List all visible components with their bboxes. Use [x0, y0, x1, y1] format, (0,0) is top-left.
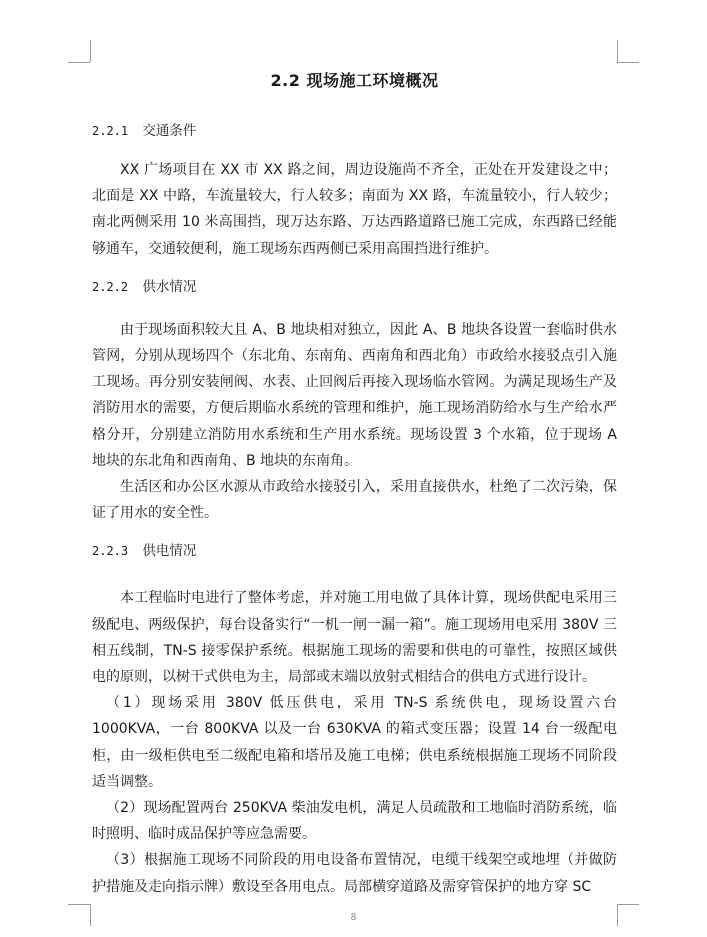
crop-mark [617, 904, 639, 905]
crop-mark [68, 904, 90, 905]
crop-mark [617, 62, 639, 63]
page-number: 8 [350, 913, 357, 923]
crop-mark [90, 40, 91, 62]
section-heading-water-supply [92, 277, 617, 297]
list-item: （1）现场采用 380V 低压供电，采用 TN-S 系统供电，现场设置六台 1000KVA，一台 800KVA 以及一台 630KVA 的箱式变压器；设置 14 台一级配电柜，由一级柜供电至二级配电箱和塔吊及施工电梯；供电系统根据施工现场不同阶段适当调整。 [92, 695, 617, 790]
paragraph: 本工程临时电进行了整体考虑，并对施工用电做了具体计算，现场供配电采用三级配电、两级保护，每台设备实行“一机一闸一漏一箱”。施工现场用电采用 380V 三相五线制，TN-S 接零保护系统。根据施工现场的需要和供电的可靠性，按照区域供电的原则，以树干式供电为主，局部或末端以放射式相结合的供电方式进行设计。 [92, 590, 617, 686]
list-item: （3）根据施工现场不同阶段的用电设备布置情况，电缆干线架空或地埋（并做防护措施及走向指示牌）敷设至各用电点。局部横穿道路及需穿管保护的地方穿 SC [92, 852, 617, 895]
paragraph: 生活区和办公区水源从市政给水接驳引入，采用直接供水，杜绝了二次污染，保证了用水的安全性。 [92, 479, 617, 522]
section-heading-traffic [92, 121, 617, 141]
crop-mark [68, 62, 90, 63]
page-title: 2.2 现场施工环境概况 [270, 71, 439, 90]
section-number: 2.2.2 [92, 279, 129, 294]
section-heading-text: 供水情况 [142, 278, 197, 295]
section-number: 2.2.3 [92, 544, 129, 559]
section-number: 2.2.1 [92, 124, 129, 138]
list-item: （2）现场配置两台 250KVA 柴油发电机，满足人员疏散和工地临时消防系统，临时照明、临时成品保护等应急需要。 [92, 800, 617, 843]
crop-mark [617, 40, 618, 62]
section-heading-text: 交通条件 [142, 123, 197, 139]
page-content [92, 68, 617, 900]
section-heading-text: 供电情况 [142, 543, 197, 560]
paragraph: XX 广场项目在 XX 市 XX 路之间，周边设施尚不齐全，正处在开发建设之中；北面是 XX 中路，车流量较大，行人较多；南面为 XX 路，车流量较小，行人较少；南北两侧采用 10 米高围挡，现万达东路、万达西路道路已施工完成，东西路已经能够通车，交通较便利，施工现场东西两侧已采用高围挡进行维护。 [92, 162, 617, 257]
section-heading-power-supply [92, 541, 617, 561]
paragraph: 由于现场面积较大且 A、B 地块相对独立，因此 A、B 地块各设置一套临时供水管网，分别从现场四个（东北角、东南角、西南角和西北角）市政给水接驳点引入施工现场。再分别安装闸阀、水表、止回阀后再接入现场临水管网。为满足现场生产及消防用水的需要，方便后期临水系统的管理和维护，施工现场消防给水与生产给水严格分开，分别建立消防用水系统和生产用水系统。现场设置 3 个水箱，位于现场 A 地块的东北角和西南角、B 地块的东南角。 [92, 321, 617, 469]
